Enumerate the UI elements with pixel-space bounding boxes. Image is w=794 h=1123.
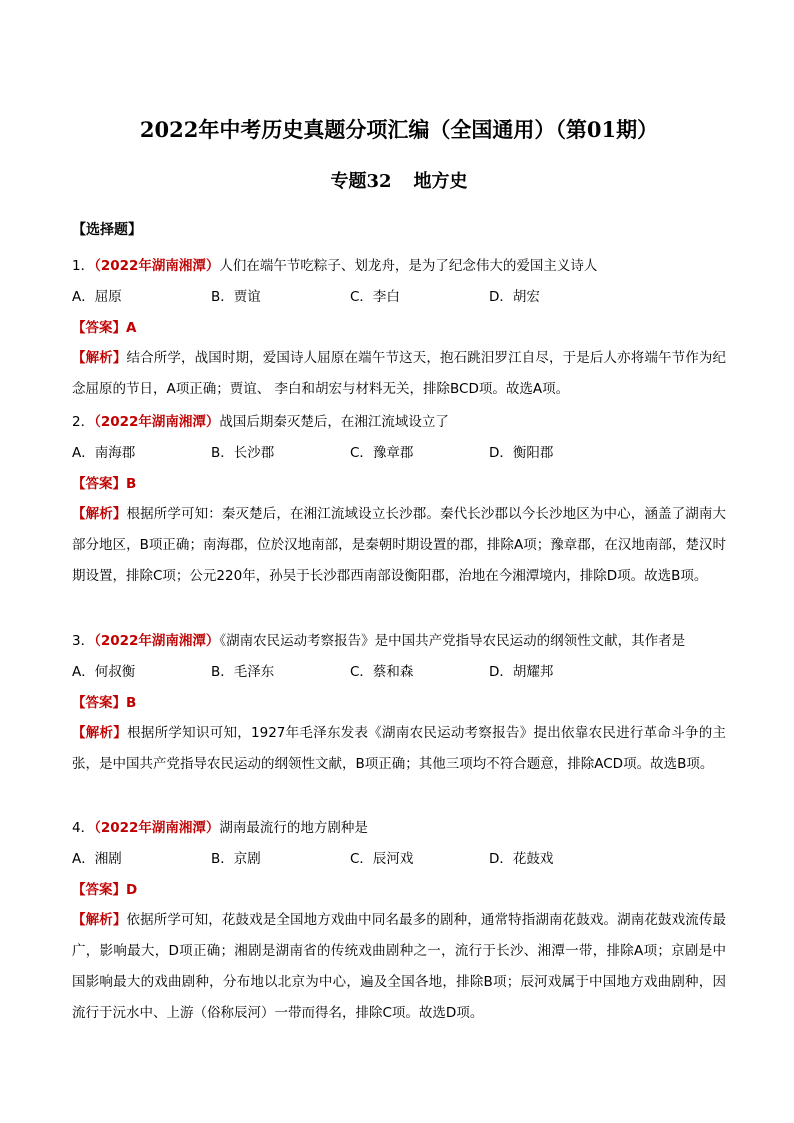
- analysis-text: 依据所学可知，花鼓戏是全国地方戏曲中同名最多的剧种，通常特指湖南花鼓戏。湖南花鼓戏流传最广，影响最大，D项正确；湘剧是湖南省的传统戏曲剧种之一，流行于长沙、湘潭一带，排除A项；京剧是中国影响最大的戏曲剧种，分布地以北京为中心，遍及全国各地，排除B项；辰河戏属于中国地方戏曲剧种，因流行于沅水中、上游（俗称辰河）一带而得名，排除C项。故选D项。: [72, 912, 727, 1021]
- option-c: C．豫章郡: [350, 445, 414, 461]
- question-2-analysis: [72, 499, 726, 592]
- subtitle-topic: 专题32: [330, 171, 392, 192]
- document-subtitle: [72, 167, 726, 193]
- option-d: D．胡耀邦: [489, 664, 554, 680]
- option-b: B．贾谊: [211, 289, 261, 305]
- option-d: D．胡宏: [489, 289, 540, 305]
- option-a: A．湘剧: [72, 851, 122, 867]
- question-1-options: [72, 287, 726, 307]
- question-4-analysis: [72, 905, 726, 1029]
- analysis-label: 【解析】: [72, 506, 127, 522]
- question-text: 战国后期秦灭楚后，在湘江流域设立了: [219, 414, 449, 430]
- answer-label: 【答案】: [72, 882, 126, 898]
- question-4-stem: [72, 818, 368, 838]
- option-b: B．京剧: [211, 851, 261, 867]
- analysis-text: 结合所学，战国时期，爱国诗人屈原在端午节这天，抱石跳汨罗江自尽，于是后人亦将端午节作为纪念屈原的节日，A项正确；贾谊、 李白和胡宏与材料无关，排除BCD项。故选A项。: [72, 350, 727, 397]
- analysis-text: 根据所学可知：秦灭楚后，在湘江流域设立长沙郡。秦代长沙郡以今长沙地区为中心，涵盖了湖南大部分地区，B项正确；南海郡，位於汉地南部，是秦朝时期设置的郡，排除A项；豫章郡，在汉地南部，楚汉时期设置，排除C项；公元220年，孙吴于长沙郡西南部设衡阳郡，治地在今湘潭境内，排除D项。故选B项。: [72, 506, 727, 584]
- analysis-label: 【解析】: [72, 725, 128, 741]
- option-b: B．长沙郡: [211, 445, 275, 461]
- answer-label: 【答案】: [72, 320, 126, 336]
- question-1-analysis: [72, 343, 726, 405]
- question-3-stem: [72, 631, 685, 651]
- question-2-answer: [72, 474, 136, 494]
- question-source: （2022年湖南湘潭）: [94, 820, 220, 836]
- option-c: C．李白: [350, 289, 400, 305]
- question-number: 3．: [72, 633, 95, 649]
- question-2-options: [72, 443, 726, 463]
- option-d: D．花鼓戏: [489, 851, 554, 867]
- question-text: 《湖南农民运动考察报告》是中国共产党指导农民运动的纲领性文献，其作者是: [219, 633, 686, 649]
- section-heading: 【选择题】: [72, 222, 142, 238]
- question-4-answer: [72, 880, 137, 900]
- question-number: 2．: [72, 414, 95, 430]
- question-3-options: [72, 662, 726, 682]
- analysis-text: 根据所学知识可知，1927年毛泽东发表《湖南农民运动考察报告》提出依靠农民进行革命斗争的主张，是中国共产党指导农民运动的纲领性文献，B项正确；其他三项均不符合题意，排除ACD项。故选B项。: [72, 725, 727, 772]
- question-text: 湖南最流行的地方剧种是: [219, 820, 368, 836]
- question-number: 4．: [72, 820, 95, 836]
- document-title: 2022年中考历史真题分项汇编（全国通用）（第01期）: [139, 117, 659, 142]
- option-c: C．辰河戏: [350, 851, 414, 867]
- option-d: D．衡阳郡: [489, 445, 554, 461]
- analysis-label: 【解析】: [72, 912, 127, 928]
- question-1-answer: [72, 318, 136, 338]
- option-a: A．屈原: [72, 289, 122, 305]
- question-source: （2022年湖南湘潭）: [94, 258, 220, 274]
- option-b: B．毛泽东: [211, 664, 275, 680]
- answer-label: 【答案】: [72, 695, 126, 711]
- question-text: 人们在端午节吃粽子、划龙舟，是为了纪念伟大的爱国主义诗人: [219, 258, 598, 274]
- answer-value: B: [126, 695, 137, 711]
- option-a: A．南海郡: [72, 445, 136, 461]
- answer-value: B: [126, 476, 137, 492]
- question-4-options: [72, 849, 726, 869]
- option-a: A．何叔衡: [72, 664, 136, 680]
- answer-label: 【答案】: [72, 476, 126, 492]
- subtitle-name: 地方史: [413, 171, 468, 192]
- question-number: 1．: [72, 258, 95, 274]
- question-source: （2022年湖南湘潭）: [94, 414, 220, 430]
- option-c: C．蔡和森: [350, 664, 414, 680]
- question-3-analysis: [72, 718, 726, 780]
- analysis-label: 【解析】: [72, 350, 127, 366]
- answer-value: A: [126, 320, 137, 336]
- question-3-answer: [72, 693, 136, 713]
- answer-value: D: [126, 882, 138, 898]
- question-2-stem: [72, 412, 449, 432]
- question-1-stem: [72, 256, 597, 276]
- question-source: （2022年湖南湘潭）: [94, 633, 220, 649]
